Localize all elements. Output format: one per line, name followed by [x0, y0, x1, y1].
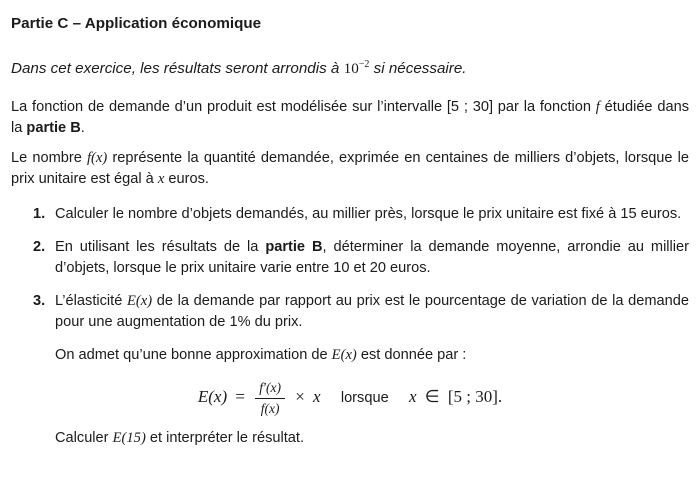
item-text — [55, 291, 689, 333]
interval: [5 ; 30]. — [447, 386, 503, 406]
formula-lhs: E(x) — [197, 386, 228, 406]
p1-text-2: étudiée dans la — [11, 99, 689, 136]
item-text — [55, 204, 689, 225]
math-fx: f(x) — [87, 150, 108, 166]
partie-b-ref: partie B — [265, 239, 323, 255]
question-list — [11, 204, 689, 449]
paragraph-quantity — [11, 148, 689, 190]
page-title: Partie C – Application économique — [11, 15, 262, 32]
equals-sign: = — [235, 386, 245, 406]
paragraph-demand-function — [11, 97, 689, 139]
p2-text: Le nombre — [11, 150, 87, 166]
item-text — [55, 237, 689, 279]
item-number: 1. — [33, 206, 46, 222]
final-question — [55, 428, 689, 449]
power-base: 10 — [343, 60, 359, 77]
intro-text-post: si nécessaire. — [369, 60, 467, 77]
intro-note — [11, 58, 689, 79]
q2-text-2: , déterminer la demande moyenne, arrondie au millier d’objets, lorsque le prix unitaire varie entre 10 et 20 euros. — [55, 239, 690, 276]
formula-connector: lorsque — [340, 389, 389, 406]
math-e15: E(15) — [112, 430, 146, 447]
fraction-denominator: f(x) — [260, 400, 280, 416]
math-ex: E(x) — [126, 293, 153, 309]
q1-text: Calculer le nombre d’objets demandés, au millier près, lorsque le prix unitaire est fixé à 15 euros. — [55, 206, 682, 222]
list-item-1 — [11, 204, 689, 225]
condition-var: x — [408, 386, 417, 406]
elasticity-formula — [11, 380, 689, 416]
q2-text: En utilisant les résultats de la — [55, 239, 266, 255]
approx-text: On admet qu’une bonne approximation de — [55, 347, 332, 363]
element-of-sign: ∈ — [424, 386, 440, 406]
times-sign: × — [295, 386, 305, 406]
list-item-2 — [11, 237, 689, 279]
formula-var: x — [313, 386, 321, 406]
power-exponent: −2 — [358, 58, 370, 70]
math-x: x — [157, 171, 165, 187]
partie-b-ref: partie B — [26, 120, 81, 136]
final-text-2: et interpréter le résultat. — [145, 430, 305, 447]
math-ex: E(x) — [331, 347, 357, 363]
math-f: f — [595, 99, 600, 115]
approximation-note — [55, 345, 689, 366]
list-item-3 — [11, 291, 689, 333]
intro-text-pre: Dans cet exercice, les résultats seront arrondis à — [11, 60, 344, 77]
item-number: 3. — [33, 293, 46, 309]
p1-text: La fonction de demande d’un produit est modélisée sur l’intervalle [5 ; 30] par la fonction — [11, 99, 596, 115]
p2-text-3: euros. — [164, 171, 209, 187]
fraction-numerator: f′(x) — [255, 380, 285, 399]
fraction — [255, 380, 285, 416]
final-text: Calculer — [55, 430, 113, 447]
item-number: 2. — [33, 239, 46, 255]
approx-text-2: est donnée par : — [356, 347, 467, 363]
p1-period: . — [80, 120, 85, 136]
q3-text: L’élasticité — [55, 293, 127, 309]
q3-text-2: de la demande par rapport au prix est le pourcentage de variation de la demande pour une augmentation de 1% du prix. — [55, 293, 690, 330]
p2-text-2: représente la quantité demandée, exprimée en centaines de milliers d’objets, lorsque le prix unitaire est égal à — [11, 150, 689, 187]
